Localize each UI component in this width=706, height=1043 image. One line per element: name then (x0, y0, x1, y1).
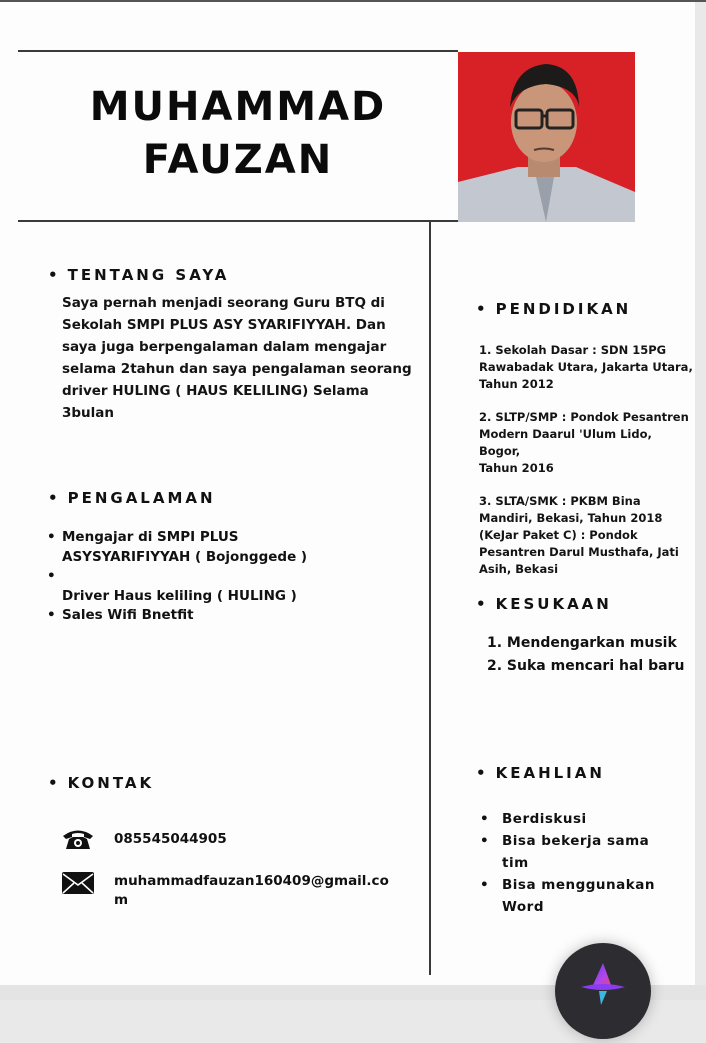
hobby-item: 1. Mendengarkan musik (487, 635, 677, 651)
floating-app-button[interactable] (555, 943, 651, 1039)
hobbies-list (487, 632, 692, 678)
hobbies-heading: • KESUKAAN (476, 595, 612, 613)
experience-item: • Sales Wifi Bnetfit (47, 606, 417, 626)
telephone-icon (62, 826, 94, 852)
header-top-rule (18, 50, 458, 52)
experience-heading: • PENGALAMAN (48, 489, 216, 507)
experience-list (47, 528, 417, 626)
experience-item: • Driver Haus keliling ( HULING ) (47, 567, 417, 606)
column-divider (429, 220, 431, 975)
hobby-item: 2. Suka mencari hal baru (487, 658, 685, 674)
skills-list (476, 808, 691, 918)
sparkle-app-icon (555, 943, 651, 1039)
skill-item: • Berdiskusi (476, 808, 691, 830)
about-text: Saya pernah menjadi seorang Guru BTQ di Sekolah SMPI PLUS ASY SYARIFIYYAH. Dan saya juga berpengalaman dalam mengajar selama 2tahun dan saya pengalaman seorang driver HULING ( HAUS KELILING) Selama 3bulan (62, 295, 412, 421)
education-list (479, 342, 694, 594)
portrait-icon (458, 52, 635, 222)
email-address[interactable]: muhammadfauzan160409@gmail.com (114, 873, 389, 908)
education-item: 2. SLTP/SMP : Pondok Pesantren Modern Daarul 'Ulum Lido, Bogor, Tahun 2016 (479, 410, 689, 475)
education-heading: • PENDIDIKAN (476, 300, 632, 318)
name-last: FAUZAN (142, 137, 334, 183)
profile-photo (458, 52, 635, 222)
about-heading: • TENTANG SAYA (48, 266, 230, 284)
contact-phone (62, 826, 227, 852)
contact-heading: • KONTAK (48, 774, 155, 792)
phone-number[interactable]: 085545044905 (114, 831, 227, 847)
experience-item: • Mengajar di SMPI PLUS ASYSYARIFIYYAH ( Bojonggede ) (47, 528, 417, 567)
skill-item: • Bisa bekerja sama tim (476, 830, 691, 874)
contact-email (62, 870, 389, 908)
skills-heading: • KEAHLIAN (476, 764, 605, 782)
education-item: 1. Sekolah Dasar : SDN 15PG Rawabadak Utara, Jakarta Utara, Tahun 2012 (479, 343, 693, 391)
resume-page (0, 2, 695, 985)
envelope-icon (62, 870, 94, 896)
skill-item: • Bisa menggunakan Word (476, 874, 691, 918)
education-item: 3. SLTA/SMK : PKBM Bina Mandiri, Bekasi, Tahun 2018 (KeJar Paket C) : Pondok Pesantren Darul Musthafa, Jati Asih, Bekasi (479, 494, 679, 576)
name-first: MUHAMMAD (89, 84, 387, 130)
